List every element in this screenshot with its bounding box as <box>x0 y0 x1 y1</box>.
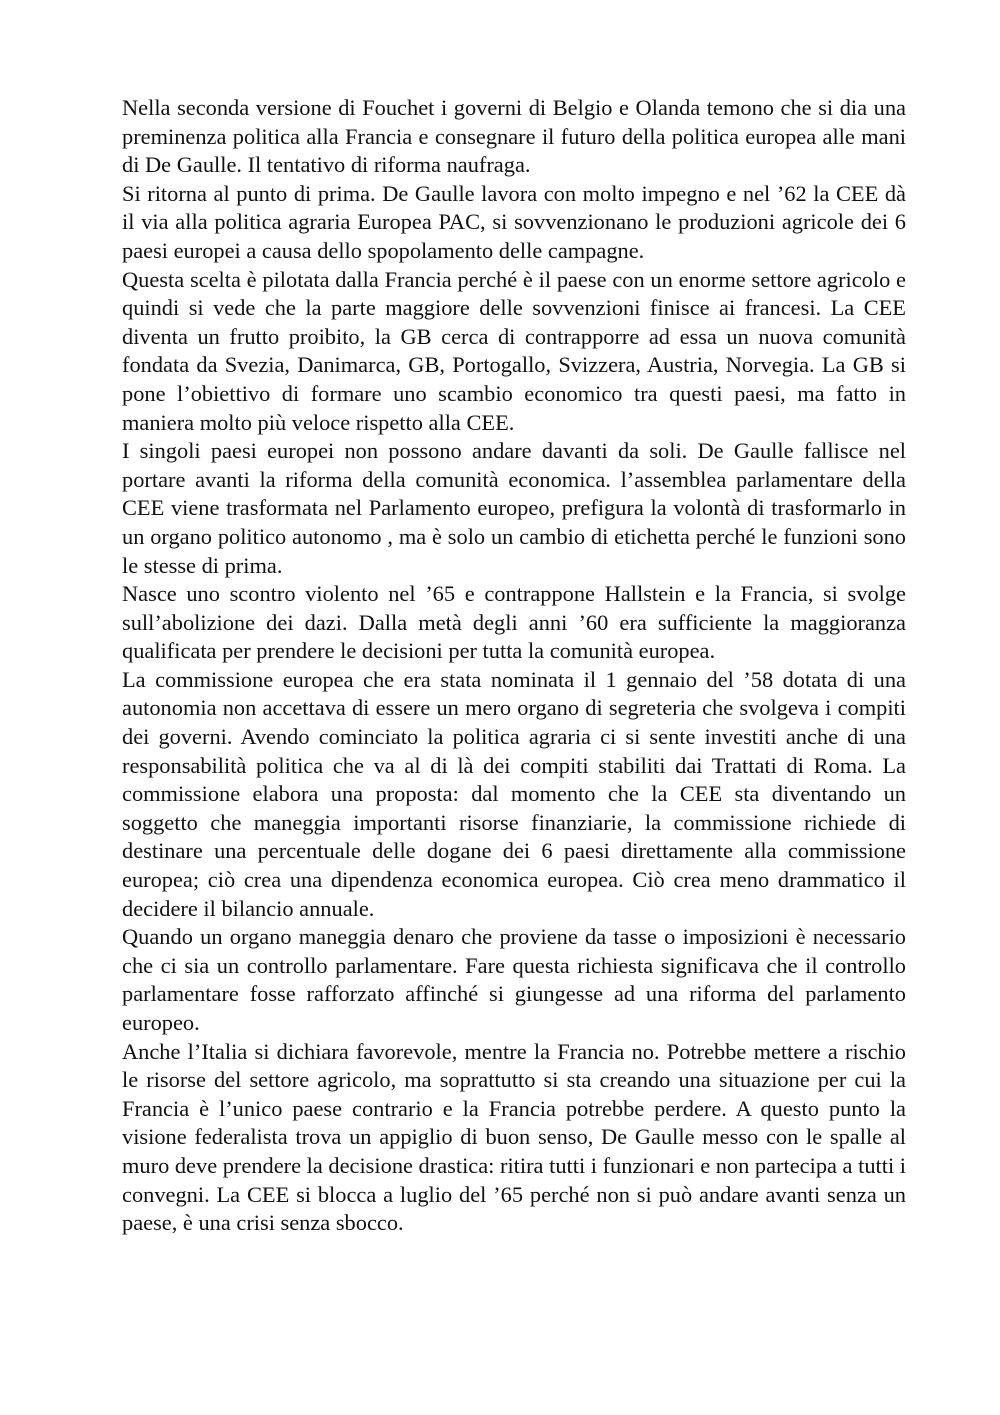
paragraph: I singoli paesi europei non possono andare davanti da soli. De Gaulle fallisce nel portare avanti la riforma della comunità economica. l’assemblea parlamentare della CEE viene trasformata nel Parlamento europeo, prefigura la volontà di trasformarlo in un organo politico autonomo , ma è solo un cambio di etichetta perché le funzioni sono le stesse di prima. <box>122 438 906 578</box>
paragraph: Nasce uno scontro violento nel ’65 e contrappone Hallstein e la Francia, si svolge sull’abolizione dei dazi. Dalla metà degli anni ’60 era sufficiente la maggioranza qualificata per prendere le decisioni per tutta la comunità europea. <box>122 581 906 664</box>
paragraph: Si ritorna al punto di prima. De Gaulle lavora con molto impegno e nel ’62 la CEE dà il via alla politica agraria Europea PAC, si sovvenzionano le produzioni agricole dei 6 paesi europei a causa dello spopolamento delle campagne. <box>122 180 906 263</box>
document-body <box>122 94 906 1238</box>
paragraph: Nella seconda versione di Fouchet i governi di Belgio e Olanda temono che si dia una preminenza politica alla Francia e consegnare il futuro della politica europea alle mani di De Gaulle. Il tentativo di riforma naufraga. <box>122 95 906 178</box>
paragraph: Questa scelta è pilotata dalla Francia perché è il paese con un enorme settore agricolo e quindi si vede che la parte maggiore delle sovvenzioni finisce ai francesi. La CEE diventa un frutto proibito, la GB cerca di contrapporre ad essa un nuova comunità fondata da Svezia, Danimarca, GB, Portogallo, Svizzera, Austria, Norvegia. La GB si pone l’obiettivo di formare uno scambio economico tra questi paesi, ma fatto in maniera molto più veloce rispetto alla CEE. <box>122 266 906 435</box>
paragraph: Anche l’Italia si dichiara favorevole, mentre la Francia no. Potrebbe mettere a rischio le risorse del settore agricolo, ma soprattutto si sta creando una situazione per cui la Francia è l’unico paese contrario e la Francia potrebbe perdere. A questo punto la visione federalista trova un appiglio di buon senso, De Gaulle messo con le spalle al muro deve prendere la decisione drastica: ritira tutti i funzionari e non partecipa a tutti i convegni. La CEE si blocca a luglio del ’65 perché non si può andare avanti senza un paese, è una crisi senza sbocco. <box>122 1038 906 1236</box>
paragraph: La commissione europea che era stata nominata il 1 gennaio del ’58 dotata di una autonomia non accettava di essere un mero organo di segreteria che svolgeva i compiti dei governi. Avendo cominciato la politica agraria ci si sente investiti anche di una responsabilità politica che va al di là dei compiti stabiliti dai Trattati di Roma. La commissione elabora una proposta: dal momento che la CEE sta diventando un soggetto che maneggia importanti risorse finanziarie, la commissione richiede di destinare una percentuale delle dogane dei 6 paesi direttamente alla commissione europea; ciò crea una dipendenza economica europea. Ciò crea meno drammatico il decidere il bilancio annuale. <box>122 666 906 921</box>
paragraph: Quando un organo maneggia denaro che proviene da tasse o imposizioni è necessario che ci sia un controllo parlamentare. Fare questa richiesta significava che il controllo parlamentare fosse rafforzato affinché si giungesse ad una riforma del parlamento europeo. <box>122 924 906 1035</box>
